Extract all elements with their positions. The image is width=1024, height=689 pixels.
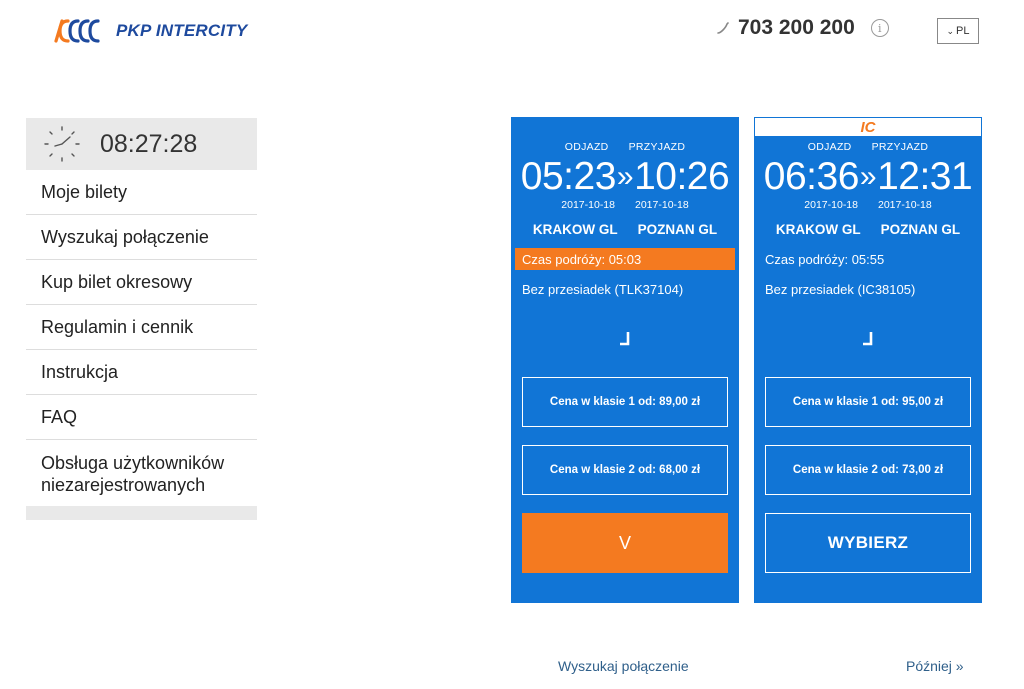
times xyxy=(511,155,739,199)
travel-duration: Czas podróży: 05:03 xyxy=(515,248,735,270)
to-station: POZNAN GL xyxy=(637,222,718,237)
departure-date: 2017-10-18 xyxy=(804,199,858,211)
ic-badge: IC xyxy=(754,117,982,137)
search-connection-link[interactable]: Wyszukaj połączenie xyxy=(558,658,689,674)
current-time: 08:27:28 xyxy=(100,129,198,158)
arrival-label: PRZYJAZD xyxy=(628,141,686,153)
departure-label: ODJAZD xyxy=(564,141,609,153)
transfers-info: Bez przesiadek (TLK37104) xyxy=(522,282,684,297)
arrow-separator: » xyxy=(859,160,877,193)
time-labels xyxy=(511,141,739,153)
connection-card xyxy=(511,117,739,603)
arrival-date: 2017-10-18 xyxy=(878,199,932,211)
arrival-time: 12:31 xyxy=(877,155,973,198)
select-button[interactable]: WYBIERZ xyxy=(765,513,971,573)
sidebar-item-my-tickets[interactable]: Moje bilety xyxy=(26,170,257,215)
brand-name: PKP INTERCITY xyxy=(116,21,248,40)
connection-card xyxy=(754,117,982,603)
departure-label: ODJAZD xyxy=(807,141,852,153)
sidebar-item-search-connection[interactable]: Wyszukaj połączenie xyxy=(26,215,257,260)
ic-logo-icon xyxy=(48,15,110,47)
arrival-label: PRZYJAZD xyxy=(871,141,929,153)
price-class1-button[interactable]: Cena w klasie 1 od: 95,00 zł xyxy=(765,377,971,427)
time-labels xyxy=(754,141,982,153)
from-station: KRAKOW GL xyxy=(532,222,618,237)
details-toggle[interactable] xyxy=(511,331,739,351)
info-icon[interactable]: i xyxy=(871,19,889,37)
departure-date: 2017-10-18 xyxy=(561,199,615,211)
departure-time: 06:36 xyxy=(763,155,859,198)
sidebar-item-instructions[interactable]: Instrukcja xyxy=(26,350,257,395)
dates xyxy=(511,199,739,211)
to-station: POZNAN GL xyxy=(880,222,961,237)
sidebar-item-terms-pricing[interactable]: Regulamin i cennik xyxy=(26,305,257,350)
sidebar-item-faq[interactable]: FAQ xyxy=(26,395,257,440)
times xyxy=(754,155,982,199)
pkp-intercity-logo[interactable] xyxy=(48,14,247,48)
language-select[interactable] xyxy=(937,18,979,44)
phone-number: 703 200 200 xyxy=(738,16,855,39)
clock xyxy=(26,118,257,170)
corner-arrow-icon xyxy=(618,331,632,347)
from-station: KRAKOW GL xyxy=(775,222,861,237)
language-value: PL xyxy=(956,25,970,37)
later-link[interactable]: Później » xyxy=(906,658,964,674)
sidebar-item-season-ticket[interactable]: Kup bilet okresowy xyxy=(26,260,257,305)
details-toggle[interactable] xyxy=(754,331,982,351)
sidebar-footer xyxy=(26,506,257,520)
departure-time: 05:23 xyxy=(520,155,616,198)
price-class1-button[interactable]: Cena w klasie 1 od: 89,00 zł xyxy=(522,377,728,427)
chevron-down-icon: ⌄ xyxy=(946,25,955,36)
price-class2-button[interactable]: Cena w klasie 2 od: 73,00 zł xyxy=(765,445,971,495)
phone-icon xyxy=(716,21,730,35)
sidebar-item-unregistered-users[interactable]: Obsługa użytkowników niezarejestrowanych xyxy=(41,453,225,495)
arrival-date: 2017-10-18 xyxy=(635,199,689,211)
stations xyxy=(754,222,982,237)
dates xyxy=(754,199,982,211)
corner-arrow-icon xyxy=(861,331,875,347)
travel-duration: Czas podróży: 05:55 xyxy=(765,251,885,267)
clock-icon xyxy=(42,124,82,164)
stations xyxy=(511,222,739,237)
price-class2-button[interactable]: Cena w klasie 2 od: 68,00 zł xyxy=(522,445,728,495)
expand-button[interactable]: V xyxy=(522,513,728,573)
transfers-info: Bez przesiadek (IC38105) xyxy=(765,282,916,297)
arrow-separator: » xyxy=(616,160,634,193)
hotline xyxy=(716,16,889,40)
sidebar xyxy=(26,118,257,520)
arrival-time: 10:26 xyxy=(634,155,730,198)
